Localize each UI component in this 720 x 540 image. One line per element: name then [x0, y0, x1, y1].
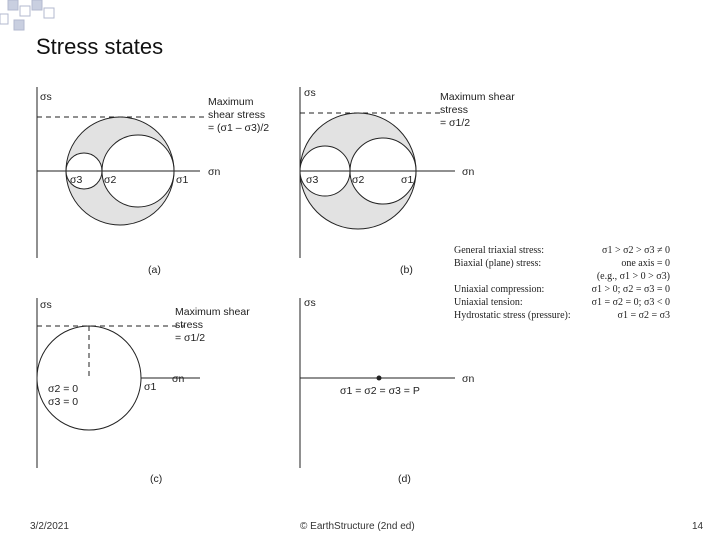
legend-condition-5: σ1 = σ2 = 0; σ3 < 0 [591, 297, 670, 308]
legend-condition-4: σ1 > 0; σ2 = σ3 = 0 [591, 284, 670, 295]
panel-a-note-line3: = (σ1 – σ3)/2 [208, 122, 270, 134]
legend-condition-2: one axis = 0 [621, 258, 670, 269]
panel-b-sigma2-label: σ2 [352, 174, 365, 186]
panel-d-point-label: σ1 = σ2 = σ3 = P [340, 385, 420, 397]
panel-b-axis-x-label: σn [462, 166, 475, 178]
panel-d-axis-x-label: σn [462, 373, 475, 385]
legend-name-5: Uniaxial tension: [454, 297, 523, 308]
footer-date: 3/2/2021 [30, 521, 69, 532]
panel-b-axis-y-label: σs [304, 87, 316, 99]
panel-c-note-line2: stress [175, 319, 204, 331]
panel-a-axis-y-label: σs [40, 91, 52, 103]
panel-d-axis-y-label: σs [304, 297, 316, 309]
panel-a-sigma1-label: σ1 [176, 174, 189, 186]
panel-b-sigma3-label: σ3 [306, 174, 319, 186]
panel-d [300, 297, 474, 485]
legend-condition-3: (e.g., σ1 > 0 > σ3) [596, 271, 670, 282]
slide-title: Stress states [36, 34, 164, 59]
panel-a-caption: (a) [148, 264, 161, 276]
legend-condition-1: σ1 > σ2 > σ3 ≠ 0 [602, 245, 670, 256]
stress-legend [454, 245, 670, 321]
panel-d-hydrostatic-point [377, 376, 382, 381]
panel-c [37, 298, 250, 485]
panel-a-axis-x-label: σn [208, 166, 221, 178]
panel-b-sigma1-label: σ1 [401, 174, 414, 186]
panel-b-note-line1: Maximum shear [440, 91, 515, 103]
legend-name-1: General triaxial stress: [454, 245, 544, 256]
panel-c-origin-label-2: σ3 = 0 [48, 396, 79, 408]
panel-c-note-line3: = σ1/2 [175, 332, 206, 344]
panel-c-caption: (c) [150, 473, 163, 485]
panel-a-note-line1: Maximum [208, 96, 254, 108]
footer-page-number: 14 [692, 521, 704, 532]
panel-c-axis-x-label: σn [172, 373, 185, 385]
legend-name-4: Uniaxial compression: [454, 284, 545, 295]
legend-condition-6: σ1 = σ2 = σ3 [617, 310, 670, 321]
panel-a-note-line2: shear stress [208, 109, 266, 121]
panel-c-note-line1: Maximum shear [175, 306, 250, 318]
panel-c-axis-y-label: σs [40, 299, 52, 311]
panel-a [37, 87, 269, 276]
panel-b-caption: (b) [400, 264, 413, 276]
panel-a-sigma3-label: σ3 [70, 174, 83, 186]
legend-name-6: Hydrostatic stress (pressure): [454, 310, 571, 321]
footer-credit: © EarthStructure (2nd ed) [300, 521, 415, 532]
legend-name-2: Biaxial (plane) stress: [454, 258, 542, 269]
panel-d-caption: (d) [398, 473, 411, 485]
panel-c-origin-label-1: σ2 = 0 [48, 383, 79, 395]
panel-b-note-line2: stress [440, 104, 469, 116]
panel-a-sigma2-label: σ2 [104, 174, 117, 186]
panel-b-note-line3: = σ1/2 [440, 117, 471, 129]
panel-c-sigma1-label: σ1 [144, 381, 157, 393]
